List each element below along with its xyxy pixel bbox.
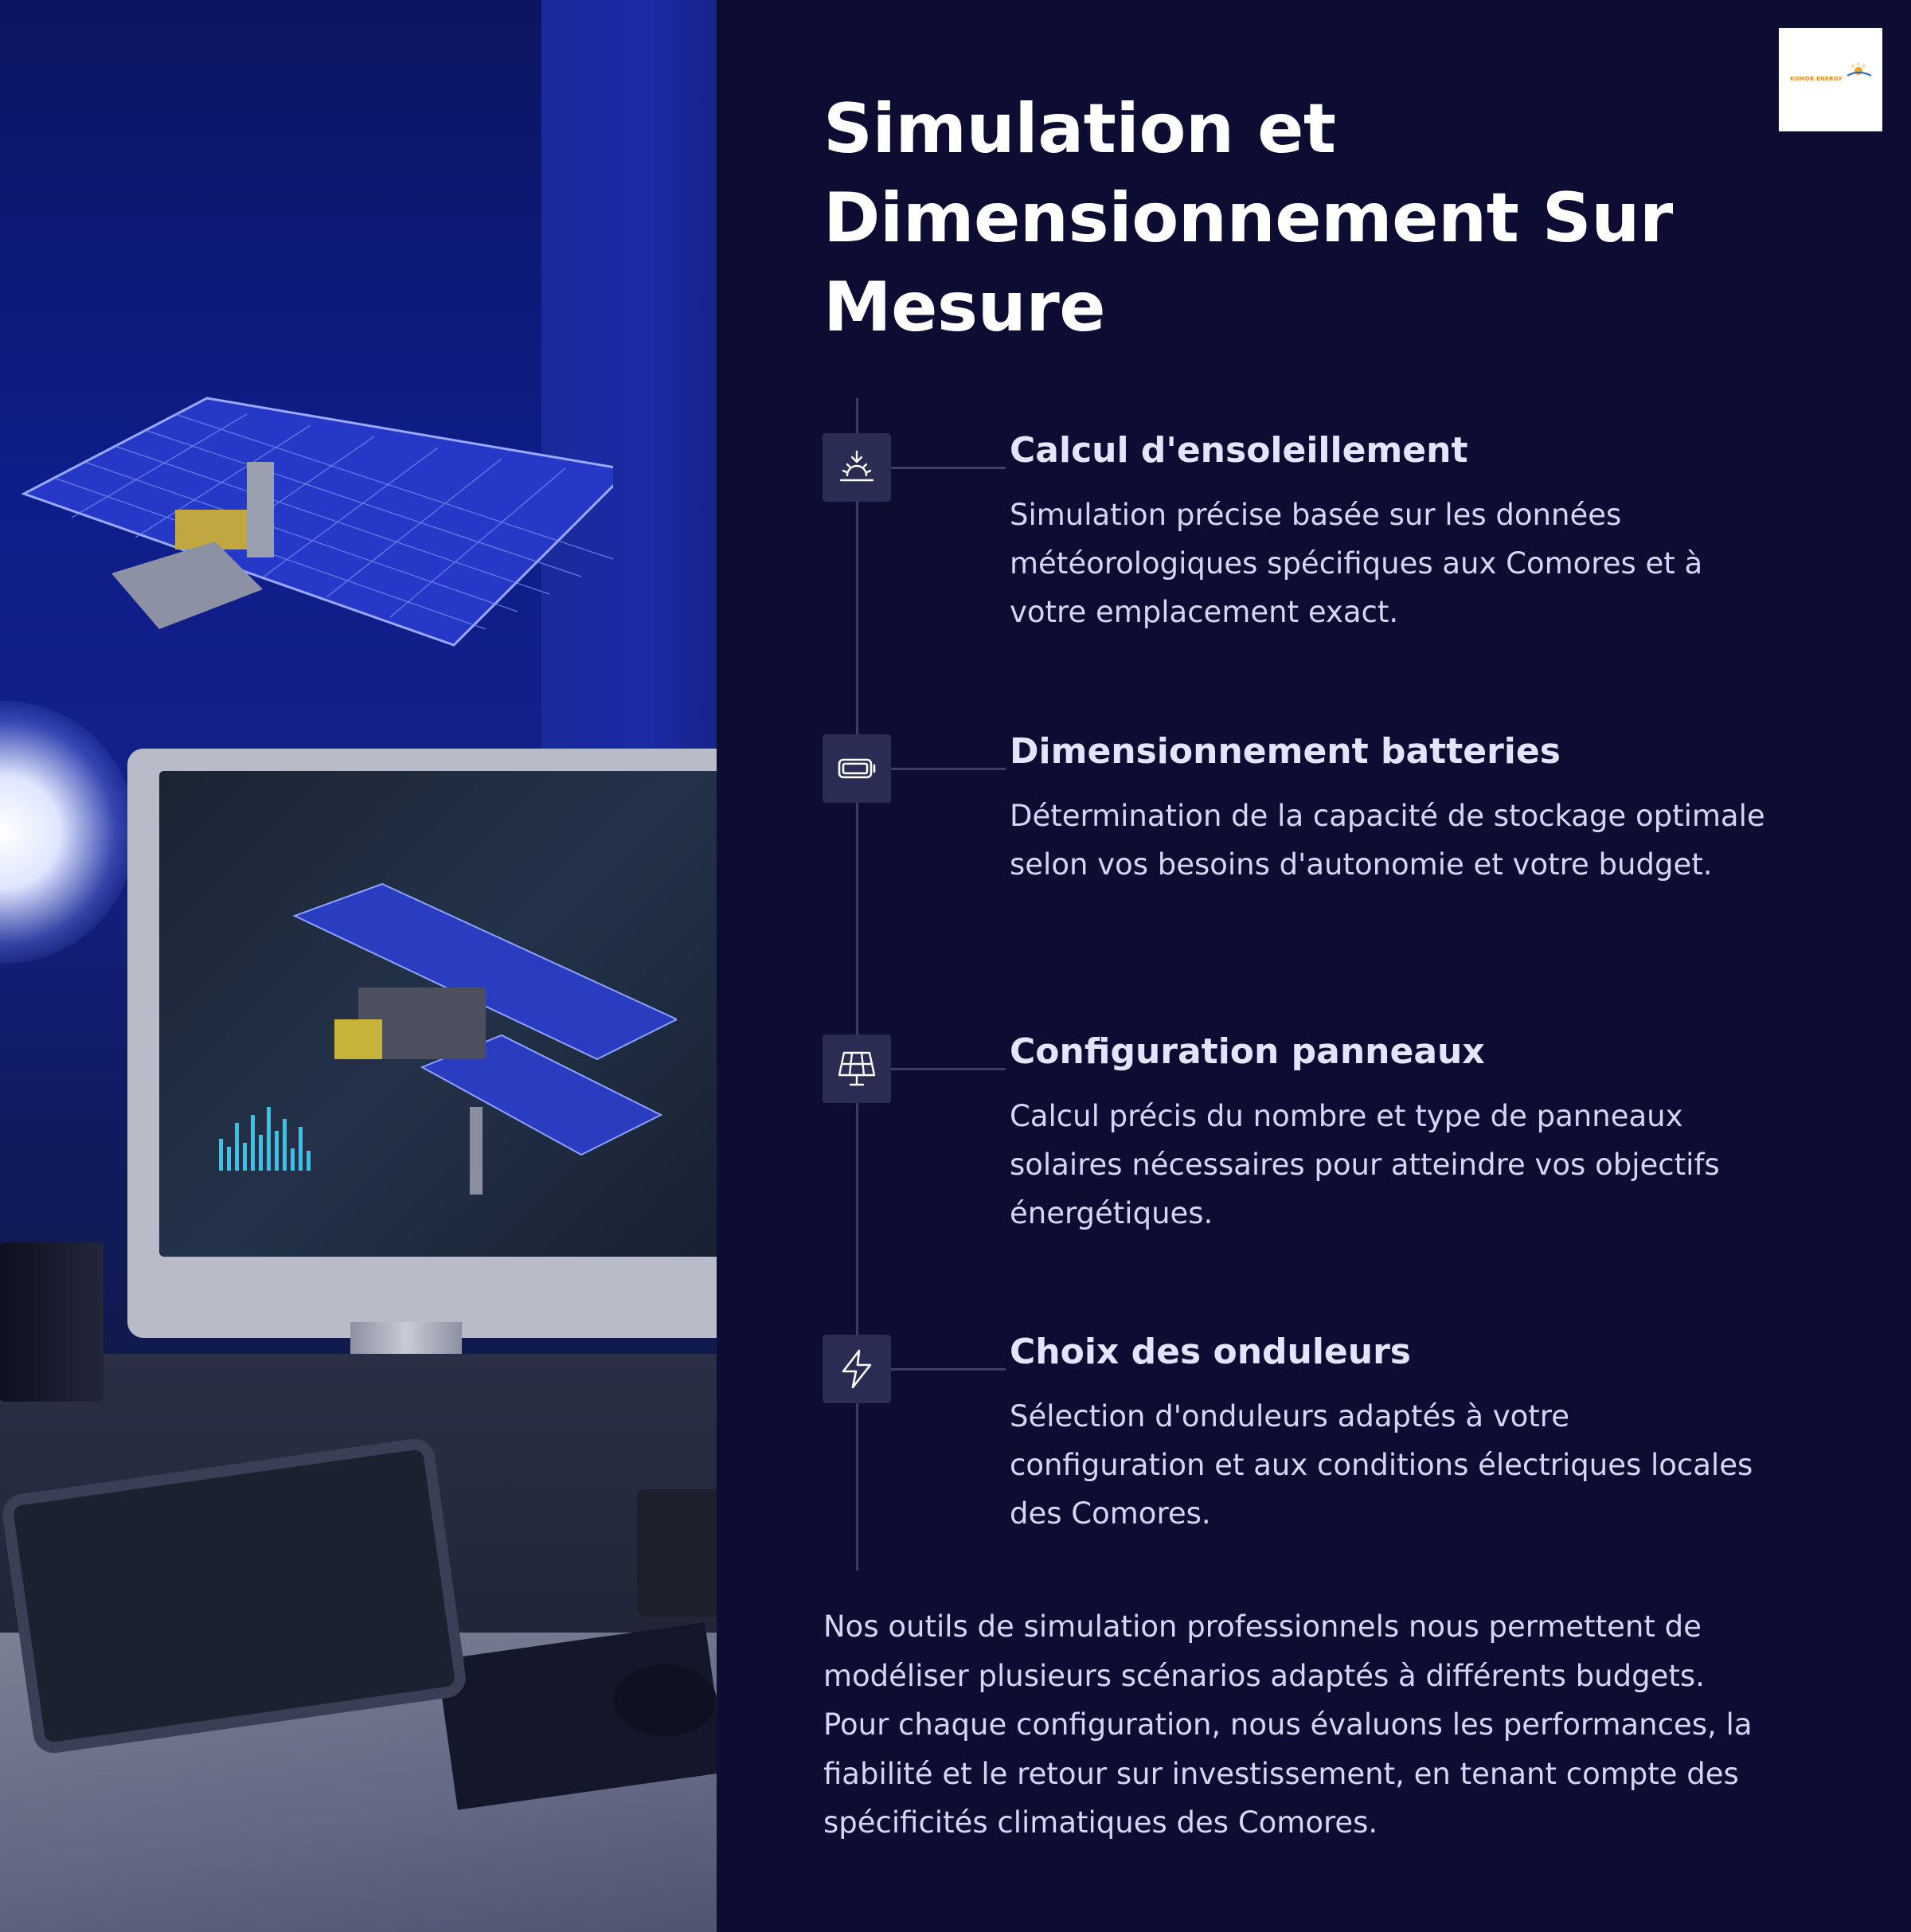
summary-paragraph: Nos outils de simulation professionnels nous permettent de modéliser plusieurs scénarios adaptés à différents budgets. Pour chaque configuration, nous évaluons les performances, la fiabilité et le retour sur investissement, en tenant compte des spécificités climatiques des Comores. <box>823 1609 1753 1840</box>
page-title: Simulation et Dimensionnement Sur Mesure <box>823 89 1673 347</box>
computer-mouse <box>613 1664 717 1736</box>
floating-solar-panel-illustration <box>8 382 613 653</box>
solar-panel-icon <box>834 1046 879 1091</box>
pen-holder <box>0 1242 104 1402</box>
step-inverter-choice <box>823 1332 1778 1598</box>
step-icon-box <box>823 734 891 803</box>
step-icon-box <box>823 433 891 502</box>
step-connector <box>891 467 1006 469</box>
hero-image <box>0 0 717 1932</box>
logo-wordmark: KOMOR ENERGY <box>1790 76 1843 82</box>
sun-horizon-icon <box>836 447 877 488</box>
step-sunshine-calculation <box>823 430 1778 696</box>
step-description: Sélection d'onduleurs adaptés à votre configuration et aux conditions électriques locales des Comores. <box>1010 1399 1753 1531</box>
desk-lamp-light <box>0 701 135 964</box>
step-connector <box>891 1368 1006 1371</box>
step-connector <box>891 1068 1006 1070</box>
step-connector <box>891 768 1006 770</box>
step-title: Configuration panneaux <box>1010 1031 1485 1072</box>
company-logo[interactable] <box>1779 28 1882 131</box>
screen-bar-chart-illustration <box>215 1075 358 1171</box>
step-description: Calcul précis du nombre et type de panneaux solaires nécessaires pour atteindre vos objectifs énergétiques. <box>1010 1099 1720 1230</box>
step-panel-configuration <box>823 1031 1778 1297</box>
step-title: Choix des onduleurs <box>1010 1332 1411 1372</box>
lightning-icon <box>835 1347 878 1390</box>
step-icon-box <box>823 1335 891 1403</box>
step-battery-sizing <box>823 731 1778 997</box>
step-title: Calcul d'ensoleillement <box>1010 430 1468 471</box>
step-title: Dimensionnement batteries <box>1010 731 1561 772</box>
step-description: Simulation précise basée sur les données météorologiques spécifiques aux Comores et à votre emplacement exact. <box>1010 498 1703 629</box>
step-description: Détermination de la capacité de stockage optimale selon vos besoins d'autonomie et votre budget. <box>1010 799 1765 882</box>
battery-icon <box>835 747 878 790</box>
coffee-mug <box>637 1489 717 1617</box>
step-icon-box <box>823 1034 891 1103</box>
